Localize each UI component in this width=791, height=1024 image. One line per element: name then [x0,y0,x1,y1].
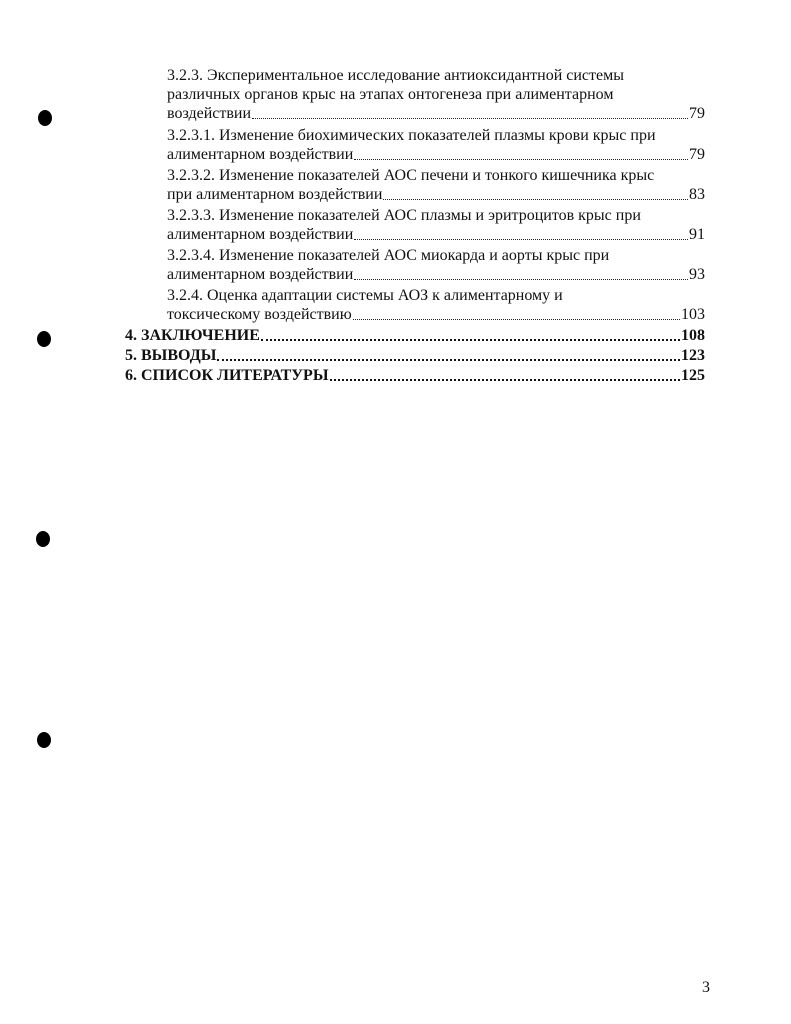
toc-entry-3-2-3-1 [167,126,705,164]
toc-entry-text: токсическому воздействию [167,306,352,323]
leader-dots [354,279,688,280]
toc-entry-text: 5. ВЫВОДЫ [125,347,217,364]
leader-dots [252,118,688,119]
toc-entry-text: алиментарном воздействии [167,266,354,283]
toc-entry-text: воздействии [167,105,252,122]
leader-dots [383,199,688,200]
punch-hole [37,732,51,748]
toc-entry-text: 3.2.3.2. Изменение показателей АОС печени и тонкого кишечника крыс [167,167,655,184]
leader-dots [354,239,688,240]
toc-entry-text: 3.2.3.1. Изменение биохимических показателей плазмы крови крыс при [167,127,656,144]
leader-dots [354,159,688,160]
leader-dots [261,339,680,341]
toc-page-number: 91 [689,226,705,243]
toc-entry-3-2-3-2 [167,166,705,204]
toc-page-number: 108 [681,327,705,344]
toc-entry-text: различных органов крыс на этапах онтогенеза при алиментарном [167,86,614,103]
toc-page-number: 125 [681,367,705,384]
punch-hole [36,531,50,547]
toc-entry-text: 3.2.3.3. Изменение показателей АОС плазмы и эритроцитов крыс при [167,207,641,224]
punch-hole [37,331,51,347]
toc-entry-text: алиментарном воздействии [167,226,354,243]
toc-entry-3-2-3-4 [167,246,705,284]
toc-entry-3-2-3-3 [167,206,705,244]
toc-page-number: 93 [689,266,705,283]
toc-entry-text: алиментарном воздействии [167,146,354,163]
toc-entry-text: 3.2.3. Экспериментальное исследование антиоксидантной системы [167,67,624,84]
toc-entry-conclusion [125,326,705,345]
leader-dots [353,319,680,320]
toc-entry-text: 4. ЗАКЛЮЧЕНИЕ [125,327,260,344]
page-number: 3 [702,979,710,996]
toc-page-number: 79 [689,105,705,122]
leader-dots [330,379,680,381]
toc-page-number: 103 [681,306,705,323]
toc-entry-text: 3.2.3.4. Изменение показателей АОС миокарда и аорты крыс при [167,247,610,264]
toc-entry-text: при алиментарном воздействии [167,186,383,203]
toc-entry-3-2-3 [167,66,705,123]
toc-entry-3-2-4 [167,286,705,324]
toc-entry-findings [125,346,705,365]
toc-entry-references [125,366,705,385]
toc-page-number: 123 [681,347,705,364]
toc-page-number: 79 [689,146,705,163]
leader-dots [217,359,680,361]
toc-page-number: 83 [689,186,705,203]
toc-entry-text: 6. СПИСОК ЛИТЕРАТУРЫ [125,367,329,384]
toc-entry-text: 3.2.4. Оценка адаптации системы АОЗ к алиментарному и [167,287,563,304]
punch-hole [38,110,52,126]
